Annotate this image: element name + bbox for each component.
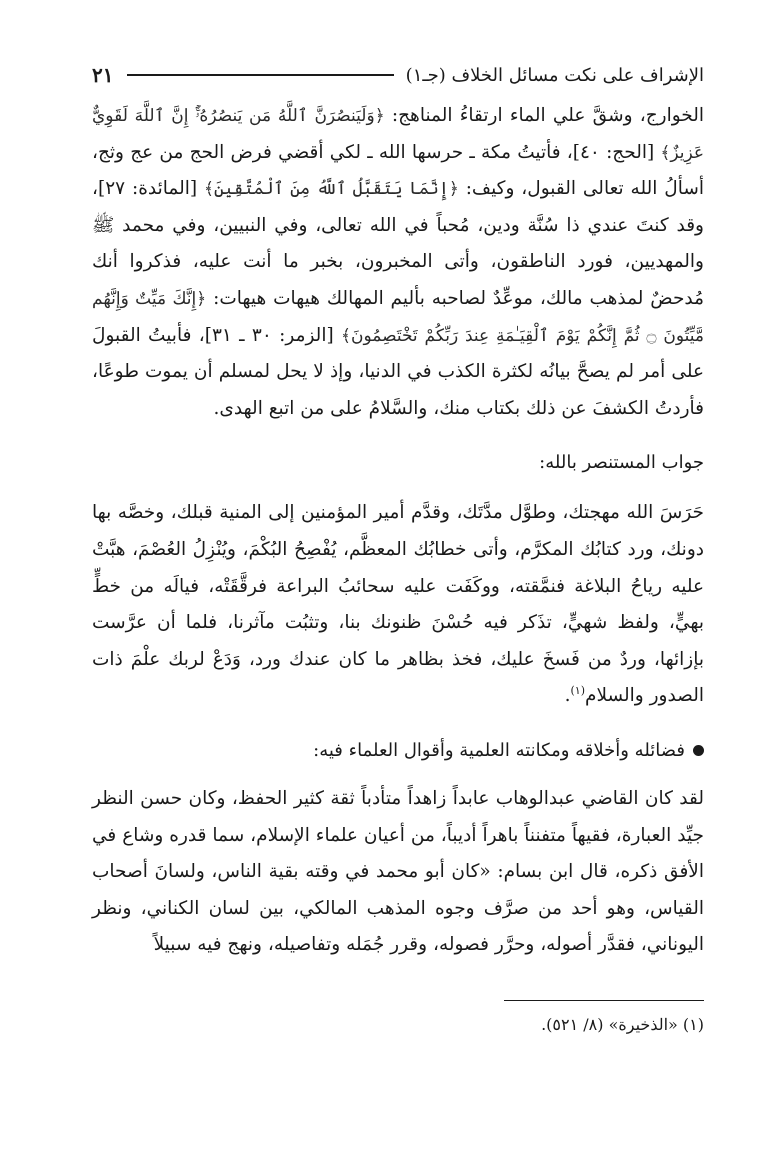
section-heading-text: فضائله وأخلاقه ومكانته العلمية وأقوال العلماء فيه:: [313, 739, 685, 761]
virtues-paragraph: [92, 781, 704, 964]
letter-text: [الحج: ٤٠]، فأتيتُ مكة ـ حرسها الله ـ لكي أقضي فرض الحج من عج وثج، أسألُ الله تعالى القبول، وكيف:: [92, 141, 704, 200]
reply-heading: جواب المستنصر بالله:: [539, 452, 704, 474]
quran-verse: ﴿إِنَّكَ مَيِّتٌ وَإِنَّهُم مَّيِّتُونَ ۝ ثُمَّ إِنَّكُمْ يَوْمَ ٱلْقِيَـٰمَةِ عِندَ رَبِّكُمْ تَخْتَصِمُونَ﴾: [92, 288, 704, 346]
footnote: (١) «الذخيرة» (٨/ ٥٢١).: [541, 1014, 704, 1034]
section-heading: [92, 733, 704, 769]
reply-end: .: [564, 685, 571, 707]
virtues-text: لقد كان القاضي عبدالوهاب عابداً زاهداً متأدباً ثقة كثير الحفظ، وكان حسن النظر جيِّد العبارة، فقيهاً متفنناً باهراً أديباً، من أعيان علماء الإسلام، سما قدره وشاع في الأفق ذكره، قال ابن بسام: «كان أبو محمد في وقته بقية الناس، ولسانَ أصحاب القياس، وهو أحد من صرَّف وجوه المذهب المالكي، بين لسان الكناني، ونظر اليوناني، فقدَّر أصوله، وحرَّر فصوله، وقرر جُمَله وتفاصيله، ونهج فيه سبيلاً: [92, 787, 704, 956]
letter-text: الخوارج، وشقَّ علي الماء ارتقاءُ المناهج:: [384, 105, 705, 126]
footnote-ref[interactable]: (١): [570, 684, 585, 698]
book-page: [92, 58, 704, 1039]
quran-verse: ﴿إِنَّمَا يَتَقَبَّلُ ٱللَّهُ مِنَ ٱلْمُتَّقِينَ﴾: [204, 179, 459, 200]
running-title: الإشراف على نكت مسائل الخلاف (جـ١): [405, 64, 704, 86]
running-header: [92, 58, 704, 92]
reply-paragraph: [92, 495, 704, 715]
letter-text: [المائدة: ٢٧]، وقد كنتَ عندي ذا سُنَّة ودين، مُحباً في الله تعالى، وفي النبيين، وفي محمد ﷺ والمهديين، فورد الناطقون، وأتى المخبرون، بخبر ما أنت عليه، فذكروا أنك مُدحضٌ لمذهب مالك، موعِّدٌ لصاحبه بأليم المهالك هيهات هيهات:: [92, 178, 705, 309]
footnote-separator: [504, 1000, 704, 1001]
header-rule: [127, 74, 393, 76]
page-number: ٢١: [92, 63, 114, 87]
reply-text: حَرَسَ الله مهجتك، وطوَّل مدَّتَك، وقدَّم أمير المؤمنين إلى المنية قبلك، وخصَّه بها دونك، ورد كتابُك المكرَّم، وأتى خطابُك المعظَّم، يُفْصِحُ البُكْمَ، ويُنْزِلُ العُصْمَ، هبَّتْ عليه رياحُ البلاغة فنمَّقته، ووكَفَت عليه سحائبُ البراعة فرقَّقَتْه، فيالَه من خطٍّ بهيٍّ، ولفظ شهيٍّ، تذَكر فيه حُسْنَ ظنونك بنا، وتثبُت مآثرنا، فلما أن عرَّست بإزائها، وردٌ من فَسخَ عليك، فخذ بظاهر ما كان عندك ورد، وَدَعْ لربك علْمَ ذات الصدور والسلام: [92, 502, 704, 707]
letter-paragraph: [92, 98, 704, 427]
letter-text: [الزمر: ٣٠ ـ ٣١]، فأبيتُ القبولَ على أمر لم يصحَّ بيانُه لكثرة الكذب في الدنيا، وإذ لا يحل لمسلم أن يموت طوعًا، فأردتُ الكشفَ عن ذلك بكتاب منك، والسَّلامُ على من اتبع الهدى.: [92, 324, 704, 419]
bullet-icon: [693, 745, 704, 756]
quran-verse: ﴿وَلَيَنصُرَنَّ ٱللَّهُ مَن يَنصُرُهُۥٓۚ إِنَّ ٱللَّهَ لَقَوِيٌّ عَزِيزٌ﴾: [92, 106, 705, 163]
